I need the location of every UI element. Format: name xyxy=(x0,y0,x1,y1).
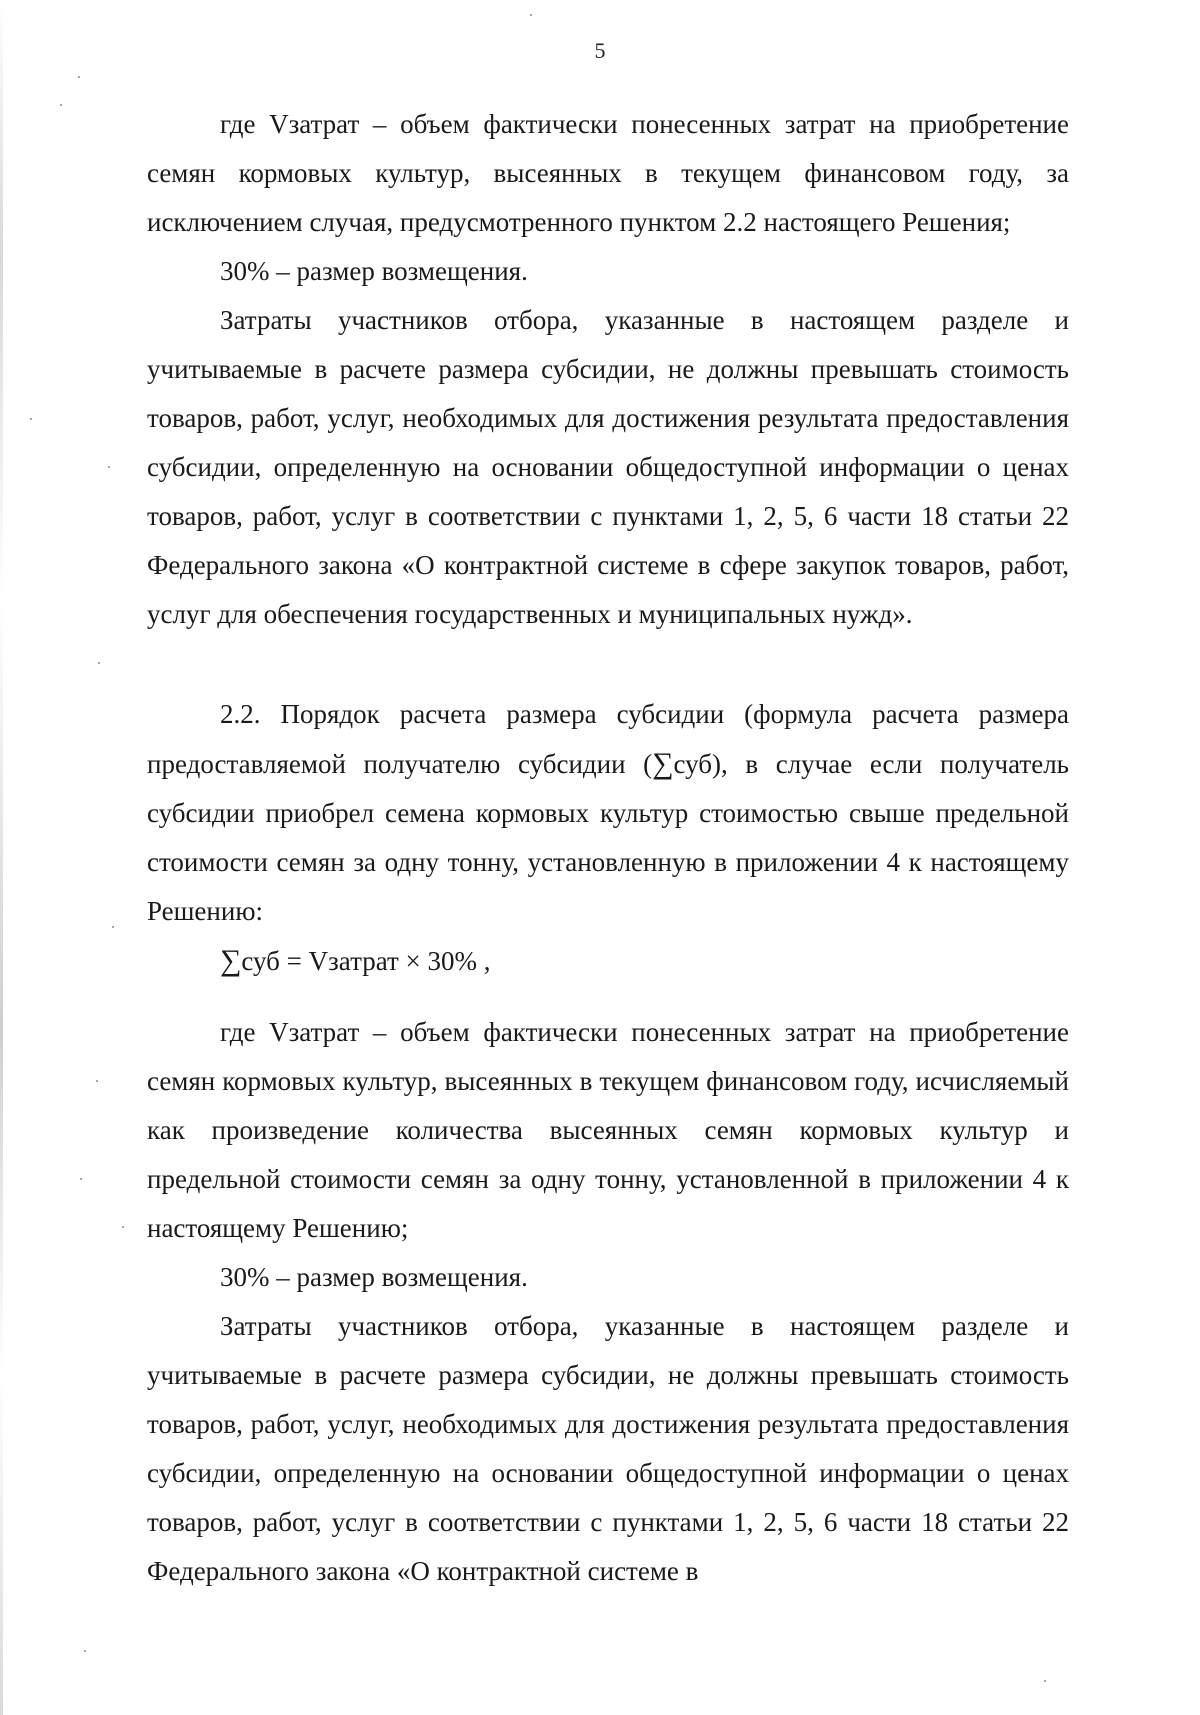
scan-speck xyxy=(530,14,532,16)
scan-binding-edge xyxy=(0,0,3,1715)
scan-speck xyxy=(112,926,114,928)
scan-speck xyxy=(78,76,80,78)
section-2-2-text-end: суб), в случае если получатель субсидии приобрел семена кормовых культур стоимостью свыше предельной стоимости семян за одну тонну, установленную в приложении 4 к настоящему Решению: xyxy=(147,749,1069,926)
paragraph-reimbursement-rate: 30% – размер возмещения. xyxy=(220,256,528,286)
scan-speck xyxy=(1044,1680,1046,1682)
scan-speck xyxy=(108,466,110,468)
paragraph-section-2-2 xyxy=(147,690,1069,936)
scan-speck xyxy=(60,104,62,106)
top-text-block xyxy=(147,100,1069,639)
subsidy-formula xyxy=(147,936,1069,986)
paragraph-vzatrat-definition: где Vзатрат – объем фактически понесенных затрат на приобретение семян кормовых культур, высеянных в текущем финансовом году, за исключением случая, предусмотренного пунктом 2.2 настоящего Решения; xyxy=(147,109,1069,237)
scan-speck xyxy=(30,418,32,420)
paragraph-cost-limit-2: Затраты участников отбора, указанные в настоящем разделе и учитываемые в расчете размера субсидии, не должны превышать стоимость товаров, работ, услуг, необходимых для достижения результата предоставления субсидии, определенную на основании общедоступной информации о ценах товаров, работ, услуг в соответствии с пунктами 1, 2, 5, 6 части 18 статьи 22 Федерального закона «О контрактной системе в xyxy=(147,1311,1069,1586)
scan-speck xyxy=(98,662,100,664)
paragraph-reimbursement-rate-2: 30% – размер возмещения. xyxy=(220,1262,528,1292)
scan-speck xyxy=(80,1178,82,1180)
sum-symbol: ∑ xyxy=(652,747,674,780)
scan-speck xyxy=(84,1650,86,1652)
formula-expression: суб = Vзатрат × 30% , xyxy=(241,946,491,976)
scan-speck xyxy=(96,1080,98,1082)
paragraph-vzatrat-definition-2: где Vзатрат – объем фактически понесенных затрат на приобретение семян кормовых культур, высеянных в текущем финансовом году, исчисляемый как произведение количества высеянных семян кормовых культур и предельной стоимости семян за одну тонну, установленной в приложении 4 к настоящему Решению; xyxy=(147,1017,1069,1243)
bottom-text-block xyxy=(147,1008,1069,1596)
formula-sum-symbol: ∑ xyxy=(220,944,242,977)
scan-speck xyxy=(122,1226,124,1228)
page-number: 5 xyxy=(594,38,606,63)
section-2-2-text-start: 2.2. Порядок расчета размера субсидии (формула расчета размера предоставляемой получателю субсидии ( xyxy=(147,699,1069,779)
paragraph-cost-limit: Затраты участников отбора, указанные в настоящем разделе и учитываемые в расчете размера субсидии, не должны превышать стоимость товаров, работ, услуг, необходимых для достижения результата предоставления субсидии, определенную на основании общедоступной информации о ценах товаров, работ, услуг в соответствии с пунктами 1, 2, 5, 6 части 18 статьи 22 Федерального закона «О контрактной системе в сфере закупок товаров, работ, услуг для обеспечения государственных и муниципальных нужд». xyxy=(147,305,1069,629)
section-2-2-block xyxy=(147,690,1069,986)
